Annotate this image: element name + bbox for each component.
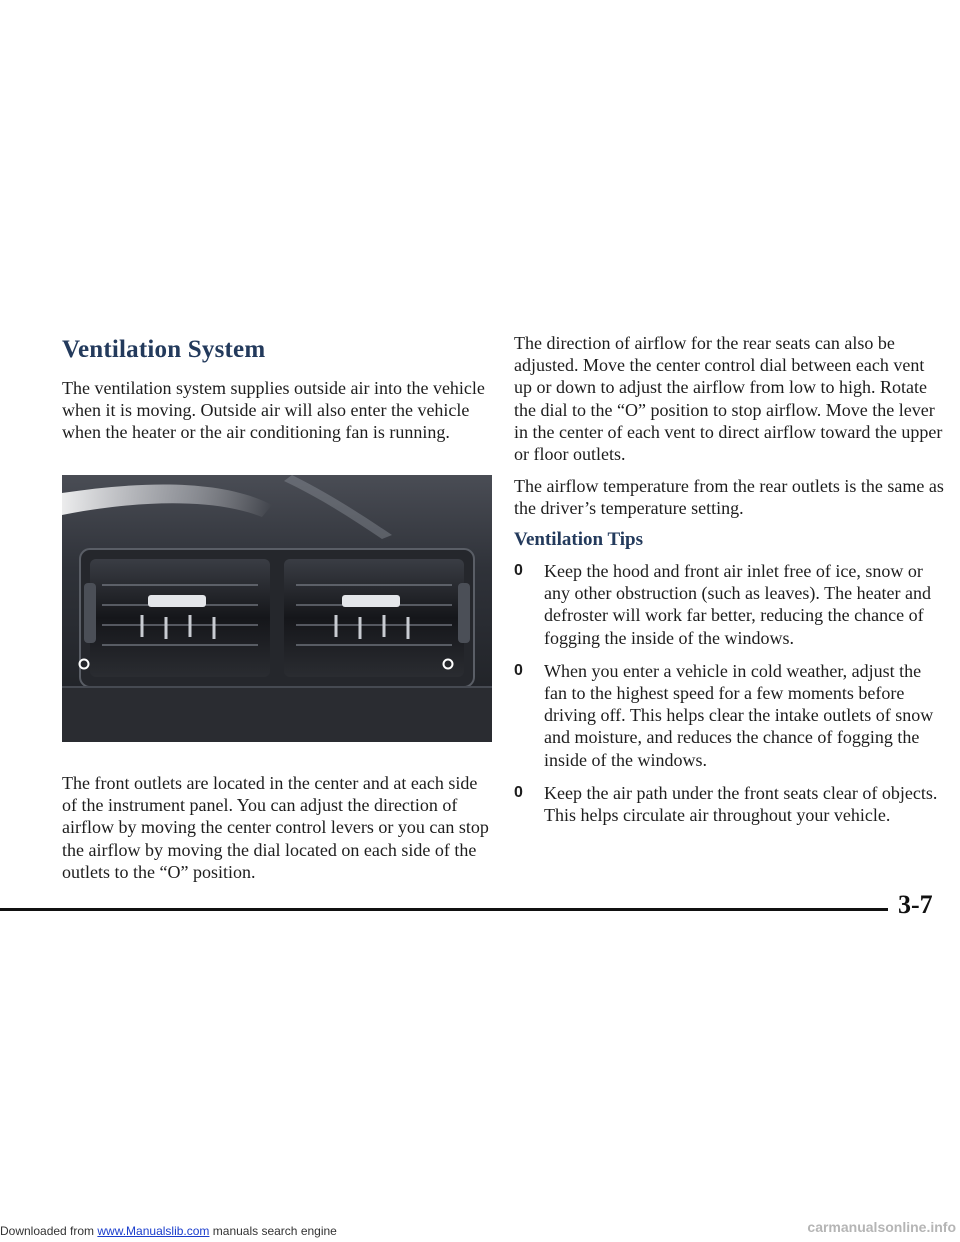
front-outlets-paragraph: The front outlets are located in the center and at each side of the instrument panel. You can adjust the direction of airflow by moving the center control levers or you can stop the airflow by moving the dial located on each side of the outlets to the “O” position.	[62, 773, 489, 882]
list-item	[514, 660, 944, 771]
vent-photo	[62, 475, 492, 742]
bullet-text: When you enter a vehicle in cold weather, adjust the fan to the highest speed for a few moments before driving off. This helps clear the intake outlets of snow and moisture, and reduces the chance of fogging the inside of the windows.	[544, 660, 934, 770]
tips-heading: Ventilation Tips	[514, 529, 644, 550]
download-footer	[0, 1224, 337, 1242]
footer-suffix: manuals search engine	[209, 1224, 337, 1238]
bullet-marker: 0	[514, 661, 523, 679]
page-number: 3-7	[898, 890, 933, 919]
bullet-marker: 0	[514, 562, 523, 579]
list-item	[514, 560, 944, 649]
watermark: carmanualsonline.info	[807, 1219, 956, 1235]
bullet-text: Keep the hood and front air inlet free of ice, snow or any other obstruction (such as leaves). The heater and defroster will work far better, reducing the chance of fogging the inside of the windows.	[544, 561, 932, 648]
rear-temperature-paragraph: The airflow temperature from the rear outlets is the same as the driver’s temperature setting.	[514, 476, 944, 519]
bullet-text: Keep the air path under the front seats clear of objects. This helps circulate air throughout your vehicle.	[544, 782, 938, 826]
tips-list	[514, 560, 944, 837]
manualslib-link[interactable]: www.Manualslib.com	[97, 1224, 210, 1238]
vent-photo-drawing	[62, 475, 492, 742]
list-item	[514, 782, 944, 826]
intro-paragraph: The ventilation system supplies outside air into the vehicle when it is moving. Outside air will also enter the vehicle when the heater or the air conditioning fan is running.	[62, 378, 485, 443]
footer-prefix: Downloaded from	[0, 1224, 98, 1238]
bullet-marker: 0	[514, 783, 523, 801]
rear-airflow-paragraph: The direction of airflow for the rear seats can also be adjusted. Move the center control dial between each vent up or down to adjust the airflow from low to high. Rotate the dial to the “O” position to stop airflow. Move the lever in the center of each vent to direct airflow toward the upper or floor outlets.	[514, 333, 943, 465]
page-rule	[0, 908, 888, 911]
section-heading: Ventilation System	[62, 336, 266, 363]
